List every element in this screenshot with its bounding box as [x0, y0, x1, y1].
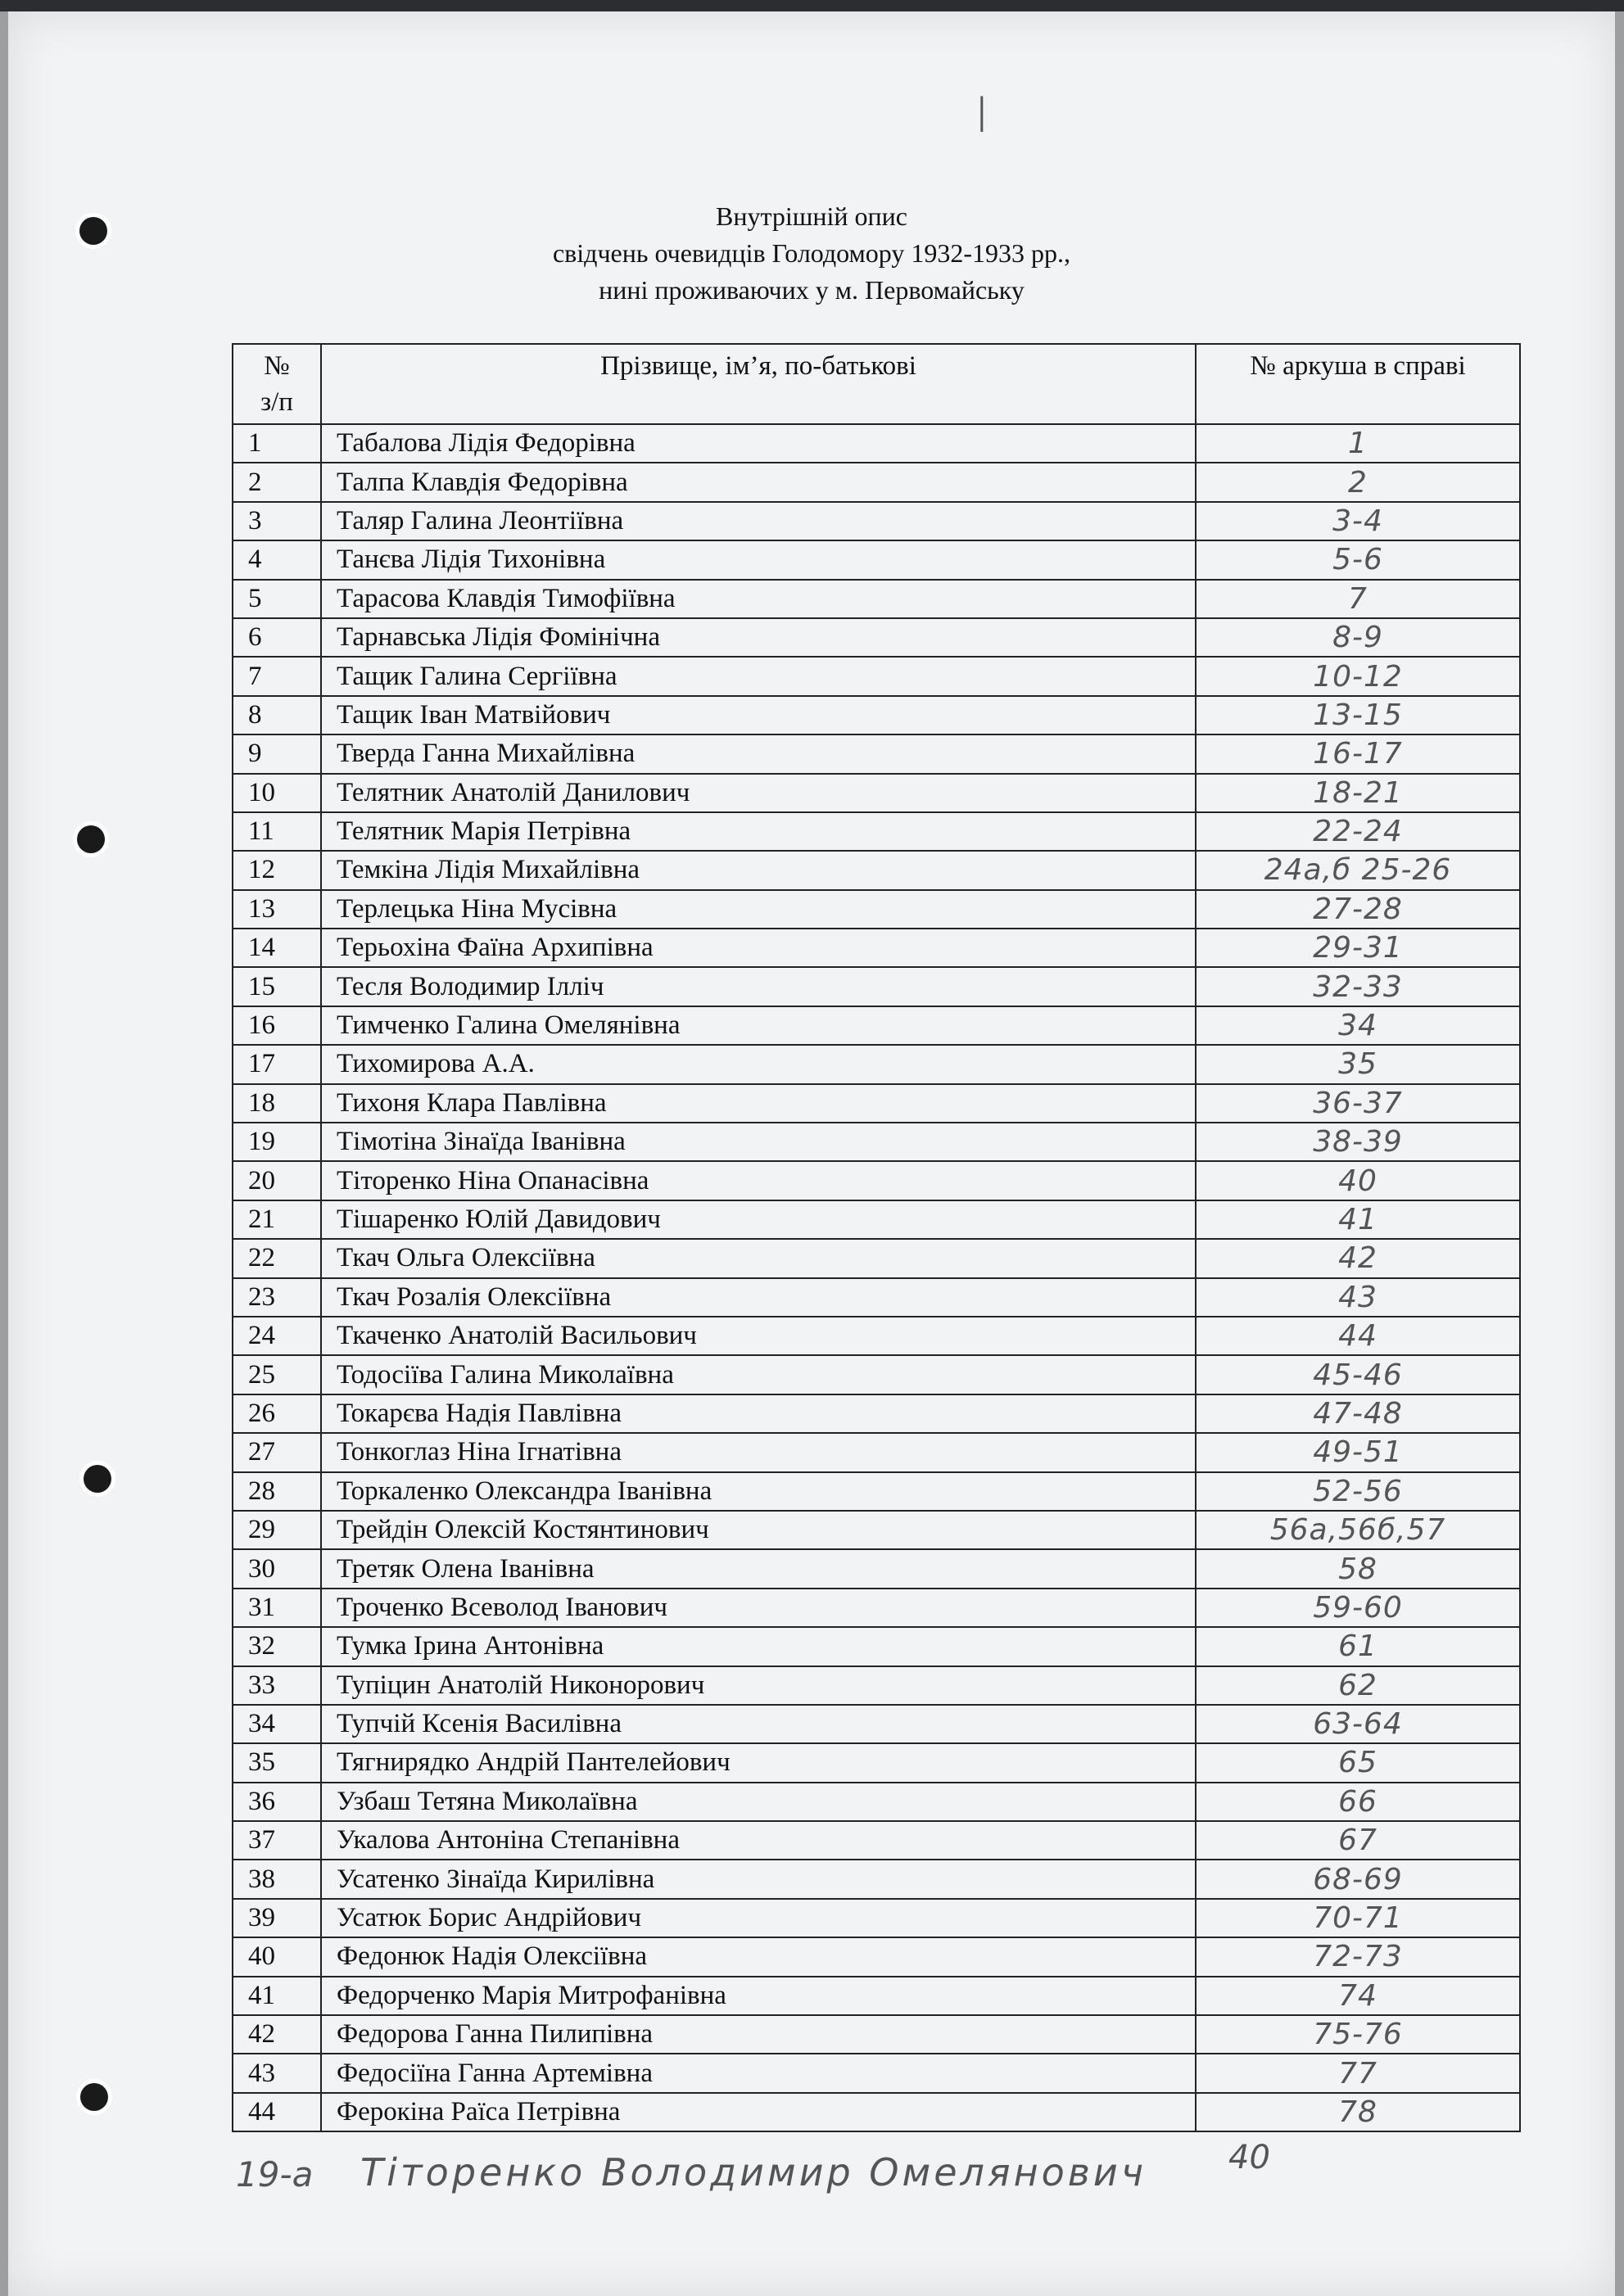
punch-hole: [77, 825, 105, 853]
row-number: 12: [233, 851, 321, 889]
table-row: [233, 1705, 1520, 1743]
table-row: [233, 540, 1520, 579]
table-row: [233, 1589, 1520, 1627]
row-number: 2: [233, 463, 321, 501]
table-row: [233, 967, 1520, 1006]
row-number: 21: [233, 1200, 321, 1239]
row-number: 37: [233, 1821, 321, 1860]
table-row: [233, 424, 1520, 463]
table-row: [233, 1743, 1520, 1782]
row-number: 27: [233, 1433, 321, 1471]
row-sheet-number: 70-71: [1196, 1899, 1520, 1937]
table-row: [233, 1821, 1520, 1860]
row-name: Тімотіна Зінаїда Іванівна: [321, 1123, 1196, 1161]
punch-hole: [84, 1465, 111, 1493]
row-number: 11: [233, 812, 321, 851]
row-name: Телятник Анатолій Данилович: [321, 774, 1196, 812]
row-sheet-number: 38-39: [1196, 1123, 1520, 1161]
row-number: 19: [233, 1123, 321, 1161]
row-sheet-number: 3-4: [1196, 502, 1520, 540]
row-name: Ткач Розалія Олексіївна: [321, 1278, 1196, 1317]
row-number: 30: [233, 1549, 321, 1588]
row-sheet-number: 67: [1196, 1821, 1520, 1860]
row-number: 10: [233, 774, 321, 812]
table-header-row: [233, 344, 1520, 424]
table-row: [233, 1006, 1520, 1045]
row-number: 22: [233, 1239, 321, 1277]
row-name: Ферокіна Раїса Петрівна: [321, 2093, 1196, 2131]
row-number: 33: [233, 1666, 321, 1705]
row-sheet-number: 43: [1196, 1278, 1520, 1317]
row-number: 44: [233, 2093, 321, 2131]
row-name: Ткаченко Анатолій Васильович: [321, 1317, 1196, 1355]
row-name: Талпа Клавдія Федорівна: [321, 463, 1196, 501]
table-row: [233, 1937, 1520, 1976]
row-number: 3: [233, 502, 321, 540]
row-number: 1: [233, 424, 321, 463]
row-number: 23: [233, 1278, 321, 1317]
row-name: Тверда Ганна Михайлівна: [321, 734, 1196, 773]
row-number: 17: [233, 1045, 321, 1083]
row-sheet-number: 52-56: [1196, 1472, 1520, 1511]
row-sheet-number: 42: [1196, 1239, 1520, 1277]
row-number: 35: [233, 1743, 321, 1782]
row-number: 41: [233, 1977, 321, 2015]
row-number: 20: [233, 1161, 321, 1200]
table-row: [233, 812, 1520, 851]
row-sheet-number: 41: [1196, 1200, 1520, 1239]
row-number: 4: [233, 540, 321, 579]
row-number: 38: [233, 1860, 321, 1898]
table-row: [233, 696, 1520, 734]
punch-hole: [80, 2083, 108, 2111]
row-name: Тонкоглаз Ніна Ігнатівна: [321, 1433, 1196, 1471]
row-sheet-number: 44: [1196, 1317, 1520, 1355]
row-name: Темкіна Лідія Михайлівна: [321, 851, 1196, 889]
table-row: [233, 1355, 1520, 1394]
row-name: Тіторенко Ніна Опанасівна: [321, 1161, 1196, 1200]
row-number: 6: [233, 618, 321, 657]
table-row: [233, 1317, 1520, 1355]
row-name: Тягнирядко Андрій Пантелейович: [321, 1743, 1196, 1782]
handwritten-roman-numeral: I: [978, 87, 986, 144]
row-sheet-number: 62: [1196, 1666, 1520, 1705]
header-number: [233, 344, 321, 424]
row-name: Тихомирова А.А.: [321, 1045, 1196, 1083]
row-name: Токарєва Надія Павлівна: [321, 1394, 1196, 1433]
row-number: 7: [233, 657, 321, 695]
row-number: 9: [233, 734, 321, 773]
row-sheet-number: 29-31: [1196, 929, 1520, 967]
row-sheet-number: 18-21: [1196, 774, 1520, 812]
row-sheet-number: 36-37: [1196, 1084, 1520, 1123]
header-number-line-1: №: [264, 351, 290, 381]
document-page: [8, 11, 1615, 2296]
row-sheet-number: 49-51: [1196, 1433, 1520, 1471]
table-row: [233, 2054, 1520, 2092]
row-sheet-number: 27-28: [1196, 890, 1520, 929]
row-name: Третяк Олена Іванівна: [321, 1549, 1196, 1588]
table-row: [233, 929, 1520, 967]
row-sheet-number: 24а,б 25-26: [1196, 851, 1520, 889]
table-row: [233, 2093, 1520, 2131]
row-sheet-number: 10-12: [1196, 657, 1520, 695]
row-name: Тішаренко Юлій Давидович: [321, 1200, 1196, 1239]
row-name: Федорченко Марія Митрофанівна: [321, 1977, 1196, 2015]
row-name: Тарасова Клавдія Тимофіївна: [321, 580, 1196, 618]
row-number: 36: [233, 1783, 321, 1821]
row-sheet-number: 45-46: [1196, 1355, 1520, 1394]
row-name: Ткач Ольга Олексіївна: [321, 1239, 1196, 1277]
table-row: [233, 1394, 1520, 1433]
table-row: [233, 890, 1520, 929]
table-row: [233, 1433, 1520, 1471]
row-number: 26: [233, 1394, 321, 1433]
row-name: Тащик Галина Сергіївна: [321, 657, 1196, 695]
row-name: Терлецька Ніна Мусівна: [321, 890, 1196, 929]
header-number-line-2: з/п: [260, 387, 293, 417]
row-sheet-number: 68-69: [1196, 1860, 1520, 1898]
table-row: [233, 580, 1520, 618]
row-sheet-number: 32-33: [1196, 967, 1520, 1006]
row-name: Тихоня Клара Павлівна: [321, 1084, 1196, 1123]
row-sheet-number: 16-17: [1196, 734, 1520, 773]
row-number: 42: [233, 2015, 321, 2054]
handwritten-entry-name: Тіторенко Володимир Омелянович: [360, 2150, 1147, 2194]
row-sheet-number: 58: [1196, 1549, 1520, 1588]
table-row: [233, 1161, 1520, 1200]
row-sheet-number: 61: [1196, 1627, 1520, 1666]
row-name: Троченко Всеволод Іванович: [321, 1589, 1196, 1627]
row-sheet-number: 2: [1196, 463, 1520, 501]
header-sheet: № аркуша в справі: [1196, 344, 1520, 424]
row-number: 25: [233, 1355, 321, 1394]
table-row: [233, 1239, 1520, 1277]
table-row: [233, 1627, 1520, 1666]
header-name: Прізвище, ім’я, по-батькові: [321, 344, 1196, 424]
row-sheet-number: 78: [1196, 2093, 1520, 2131]
table-row: [233, 1977, 1520, 2015]
row-sheet-number: 1: [1196, 424, 1520, 463]
row-sheet-number: 63-64: [1196, 1705, 1520, 1743]
table-row: [233, 1200, 1520, 1239]
row-sheet-number: 13-15: [1196, 696, 1520, 734]
scanner-top-edge: [0, 0, 1624, 11]
row-sheet-number: 8-9: [1196, 618, 1520, 657]
row-number: 43: [233, 2054, 321, 2092]
row-sheet-number: 7: [1196, 580, 1520, 618]
row-sheet-number: 75-76: [1196, 2015, 1520, 2054]
table-row: [233, 463, 1520, 501]
table-row: [233, 734, 1520, 773]
table-row: [233, 1278, 1520, 1317]
heading-line-3: нині проживаючих у м. Первомайську: [599, 275, 1025, 305]
heading-line-2: свідчень очевидців Голодомору 1932-1933 рр.,: [552, 238, 1071, 268]
row-number: 14: [233, 929, 321, 967]
row-sheet-number: 66: [1196, 1783, 1520, 1821]
table-row: [233, 502, 1520, 540]
row-sheet-number: 5-6: [1196, 540, 1520, 579]
row-name: Трейдін Олексій Костянтинович: [321, 1511, 1196, 1549]
handwritten-entry-number: 19-а: [236, 2154, 314, 2194]
row-number: 34: [233, 1705, 321, 1743]
row-number: 40: [233, 1937, 321, 1976]
table-row: [233, 1123, 1520, 1161]
row-number: 13: [233, 890, 321, 929]
row-name: Узбаш Тетяна Миколаївна: [321, 1783, 1196, 1821]
row-name: Танєва Лідія Тихонівна: [321, 540, 1196, 579]
table-row: [233, 1666, 1520, 1705]
row-sheet-number: 34: [1196, 1006, 1520, 1045]
row-name: Телятник Марія Петрівна: [321, 812, 1196, 851]
row-number: 29: [233, 1511, 321, 1549]
table-row: [233, 1472, 1520, 1511]
row-sheet-number: 72-73: [1196, 1937, 1520, 1976]
table-row: [233, 1783, 1520, 1821]
row-number: 39: [233, 1899, 321, 1937]
row-name: Торкаленко Олександра Іванівна: [321, 1472, 1196, 1511]
table-row: [233, 774, 1520, 812]
table-row: [233, 2015, 1520, 2054]
row-sheet-number: 74: [1196, 1977, 1520, 2015]
row-sheet-number: 35: [1196, 1045, 1520, 1083]
row-number: 15: [233, 967, 321, 1006]
row-name: Усатенко Зінаїда Кирилівна: [321, 1860, 1196, 1898]
row-name: Тащик Іван Матвійович: [321, 696, 1196, 734]
table-row: [233, 1860, 1520, 1898]
row-name: Тупчій Ксенія Василівна: [321, 1705, 1196, 1743]
row-sheet-number: 65: [1196, 1743, 1520, 1782]
row-number: 31: [233, 1589, 321, 1627]
row-number: 24: [233, 1317, 321, 1355]
row-name: Табалова Лідія Федорівна: [321, 424, 1196, 463]
row-sheet-number: 40: [1196, 1161, 1520, 1200]
table-row: [233, 1549, 1520, 1588]
table-row: [233, 851, 1520, 889]
row-sheet-number: 59-60: [1196, 1589, 1520, 1627]
row-number: 16: [233, 1006, 321, 1045]
row-name: Федонюк Надія Олексіївна: [321, 1937, 1196, 1976]
row-name: Тесля Володимир Ілліч: [321, 967, 1196, 1006]
row-name: Усатюк Борис Андрійович: [321, 1899, 1196, 1937]
row-number: 28: [233, 1472, 321, 1511]
table-row: [233, 1084, 1520, 1123]
row-name: Федорова Ганна Пилипівна: [321, 2015, 1196, 2054]
row-name: Укалова Антоніна Степанівна: [321, 1821, 1196, 1860]
row-number: 5: [233, 580, 321, 618]
row-name: Тарнавська Лідія Фомінічна: [321, 618, 1196, 657]
table-row: [233, 657, 1520, 695]
row-name: Терьохіна Фаїна Архипівна: [321, 929, 1196, 967]
row-name: Тодосіїва Галина Миколаївна: [321, 1355, 1196, 1394]
table-row: [233, 1045, 1520, 1083]
table-row: [233, 618, 1520, 657]
row-name: Тупіцин Анатолій Никонорович: [321, 1666, 1196, 1705]
heading-line-1: Внутрішній опис: [716, 201, 907, 231]
row-number: 32: [233, 1627, 321, 1666]
row-name: Таляр Галина Леонтіївна: [321, 502, 1196, 540]
table-body: [233, 424, 1520, 2131]
table-row: [233, 1899, 1520, 1937]
row-name: Тумка Ірина Антонівна: [321, 1627, 1196, 1666]
row-sheet-number: 22-24: [1196, 812, 1520, 851]
row-number: 18: [233, 1084, 321, 1123]
inventory-table: [232, 343, 1521, 2132]
row-sheet-number: 47-48: [1196, 1394, 1520, 1433]
row-number: 8: [233, 696, 321, 734]
row-sheet-number: 77: [1196, 2054, 1520, 2092]
table-row: [233, 1511, 1520, 1549]
row-name: Тимченко Галина Омелянівна: [321, 1006, 1196, 1045]
row-sheet-number: 56а,56б,57: [1196, 1511, 1520, 1549]
handwritten-entry-sheet: 40: [1228, 2139, 1270, 2176]
row-name: Федосіїна Ганна Артемівна: [321, 2054, 1196, 2092]
